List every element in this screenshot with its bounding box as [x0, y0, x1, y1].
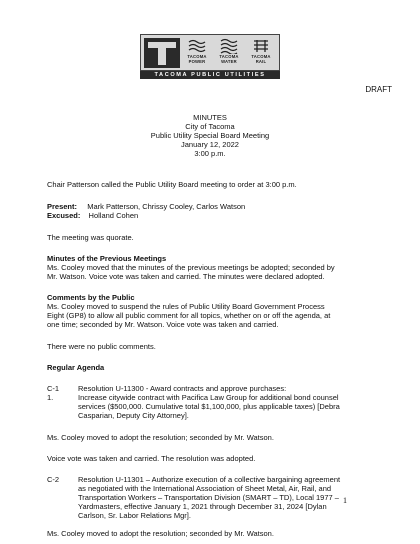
c2-number: C-2: [47, 475, 60, 484]
minutes-heading: Minutes of the Previous Meetings: [47, 254, 167, 263]
power-mark: TACOMA POWER: [181, 38, 213, 68]
present-line: [47, 202, 387, 211]
water-mark: TACOMA WATER: [213, 38, 245, 68]
logo-band-text: TACOMA PUBLIC UTILITIES: [140, 71, 280, 79]
c2-motion: Ms. Cooley moved to adopt the resolution; seconded by Mr. Watson.: [47, 529, 274, 538]
water-wave-icon: [219, 38, 239, 54]
minutes-line-2: Mr. Watson. Voice vote was taken and carried. The minutes were declared adopted.: [47, 272, 325, 281]
minutes-line-1: Ms. Cooley moved that the minutes of the previous meetings be adopted; seconded by: [47, 263, 335, 272]
comments-line-1: Ms. Cooley moved to suspend the rules of Public Utility Board Government Process: [47, 302, 325, 311]
c1-sub-line-2: services ($500,000. Cumulative total $1,100,000, plus applicable taxes) [Debra: [78, 402, 340, 411]
c1-title: Resolution U-11300 - Award contracts and approve purchases:: [78, 384, 287, 393]
t-mark-icon: [144, 38, 180, 68]
org-name: City of Tacoma: [185, 122, 235, 131]
power-wave-icon: [187, 38, 207, 54]
c2-line-2: as negotiated with the International Association of Sheet Metal, Air, Rail, and: [78, 484, 332, 493]
quorum-statement: The meeting was quorate.: [47, 233, 134, 242]
tacoma-public-utilities-logo: [140, 34, 280, 78]
no-comments: There were no public comments.: [47, 342, 156, 351]
c2-line-5: Carlson, Sr. Labor Relations Mgr].: [78, 511, 191, 520]
c2-line-3: Transportation Workers – Transportation Division (SMART – TD), Local 1977 –: [78, 493, 339, 502]
meeting-time: 3:00 p.m.: [194, 149, 226, 158]
c2-line-4: Yardmasters, effective January 1, 2021 through December 31, 2024 [Dylan: [78, 502, 327, 511]
c2-line-1: Resolution U-11301 – Authorize execution of a collective bargaining agreement: [78, 475, 341, 484]
meeting-date: January 12, 2022: [181, 140, 239, 149]
c1-vote: Voice vote was taken and carried. The resolution was adopted.: [47, 454, 256, 463]
c1-number: C-1: [47, 384, 60, 393]
c1-sub-line-1: Increase citywide contract with Pacifica Law Group for additional bond counsel: [78, 393, 339, 402]
comments-line-2: Eight (GP8) to allow all public comment for all topics, whether on or off the agenda, at: [47, 311, 331, 320]
draft-label: DRAFT: [365, 85, 392, 94]
present-label: Present:: [47, 202, 78, 211]
c1-sub-line-3: Casparian, Deputy City Attorney].: [78, 411, 189, 420]
comments-line-3: one time; seconded by Mr. Watson. Voice vote was taken and carried.: [47, 320, 279, 329]
logo-panel: [140, 34, 280, 71]
excused-label: Excused:: [47, 211, 81, 220]
comments-heading: Comments by the Public: [47, 293, 135, 302]
present-names: Mark Patterson, Chrissy Cooley, Carlos Watson: [87, 202, 246, 211]
rail-lines-icon: [251, 38, 271, 54]
c1-motion: Ms. Cooley moved to adopt the resolution; seconded by Mr. Watson.: [47, 433, 274, 442]
excused-line: [47, 211, 387, 220]
minutes-title: MINUTES: [193, 113, 227, 122]
excused-names: Holland Cohen: [88, 211, 139, 220]
regular-agenda-heading: Regular Agenda: [47, 363, 105, 372]
c1-sub-number: 1.: [47, 393, 54, 402]
call-to-order: Chair Patterson called the Public Utility Board meeting to order at 3:00 p.m.: [47, 180, 297, 189]
meeting-name: Public Utility Special Board Meeting: [150, 131, 270, 140]
page-number: 1: [343, 496, 347, 505]
rail-mark: TACOMA RAIL: [245, 38, 277, 68]
